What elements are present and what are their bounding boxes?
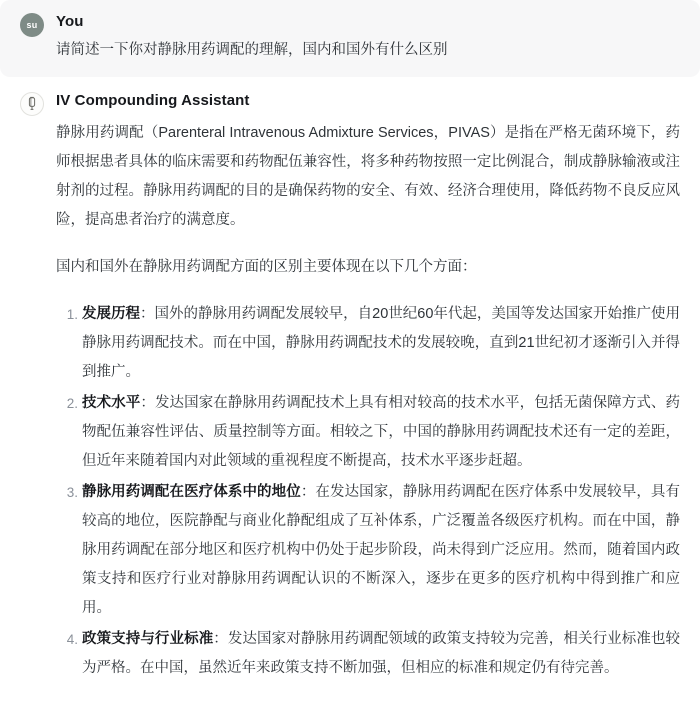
- assistant-turn-body: [56, 91, 680, 685]
- list-item-body: ：在发达国家，静脉用药调配在医疗体系中发展较早，具有较高的地位，医院静配与商业化静配组成了互补体系，广泛覆盖各级医疗机构。而在中国，静脉用药调配在部分地区和医疗机构中仍处于起步阶段，尚未得到广泛应用。然而，随着国内政策支持和医疗行业对静脉用药调配认识的不断深入，逐步在更多的医疗机构中得到推广和应用。: [82, 484, 680, 616]
- assistant-paragraph: 国内和国外在静脉用药调配方面的区别主要体现在以下几个方面：: [56, 259, 477, 275]
- avatar: [20, 13, 44, 37]
- user-turn-body: [56, 12, 680, 63]
- list-item-body: ：国外的静脉用药调配发展较早，自20世纪60年代起，美国等发达国家开始推广使用静脉用药调配技术。而在中国，静脉用药调配技术的发展较晚，直到21世纪初才逐渐引入并得到推广。: [82, 306, 680, 380]
- speaker-name-user: You: [56, 13, 84, 30]
- list-item: [82, 389, 680, 476]
- speaker-name-assistant: IV Compounding Assistant: [56, 92, 250, 109]
- list-item: [82, 300, 680, 387]
- user-turn-header: [20, 12, 680, 63]
- assistant-paragraph: 静脉用药调配（Parenteral Intravenous Admixture Services，PIVAS）是指在严格无菌环境下，药师根据患者具体的临床需要和药物配伍兼容性，将多种药物按照一定比例混合，制成静脉输液或注射剂的过程。静脉用药调配的目的是确保药物的安全、有效、经济合理使用，降低药物不良反应风险，提高患者治疗的满意度。: [56, 125, 680, 228]
- difference-points-list: [56, 300, 680, 683]
- avatar-initials: su: [26, 20, 38, 30]
- list-item-body: ：发达国家在静脉用药调配技术上具有相对较高的技术水平，包括无菌保障方式、药物配伍兼容性评估、质量控制等方面。相较之下，中国的静脉用药调配技术还有一定的差距，但近年来随着国内对此领域的重视程度不断提高，技术水平逐步赶超。: [82, 395, 681, 469]
- list-item-body: ：发达国家对静脉用药调配领域的政策支持较为完善，相关行业标准也较为严格。在中国，虽然近年来政策支持不断加强，但相应的标准和规定仍有待完善。: [82, 631, 681, 676]
- assistant-turn-header: [20, 91, 680, 685]
- iv-bag-icon: [20, 92, 44, 116]
- list-item-lead: 发展历程: [82, 306, 141, 322]
- list-item-lead: 静脉用药调配在医疗体系中的地位: [82, 484, 301, 500]
- list-item: [82, 625, 680, 683]
- assistant-message-turn: [0, 77, 700, 685]
- list-item-lead: 技术水平: [82, 395, 141, 411]
- list-item-lead: 政策支持与行业标准: [82, 631, 214, 647]
- list-item: [82, 478, 680, 623]
- user-message-text: 请简述一下你对静脉用药调配的理解，国内和国外有什么区别: [56, 42, 448, 58]
- user-message-turn: [0, 0, 700, 77]
